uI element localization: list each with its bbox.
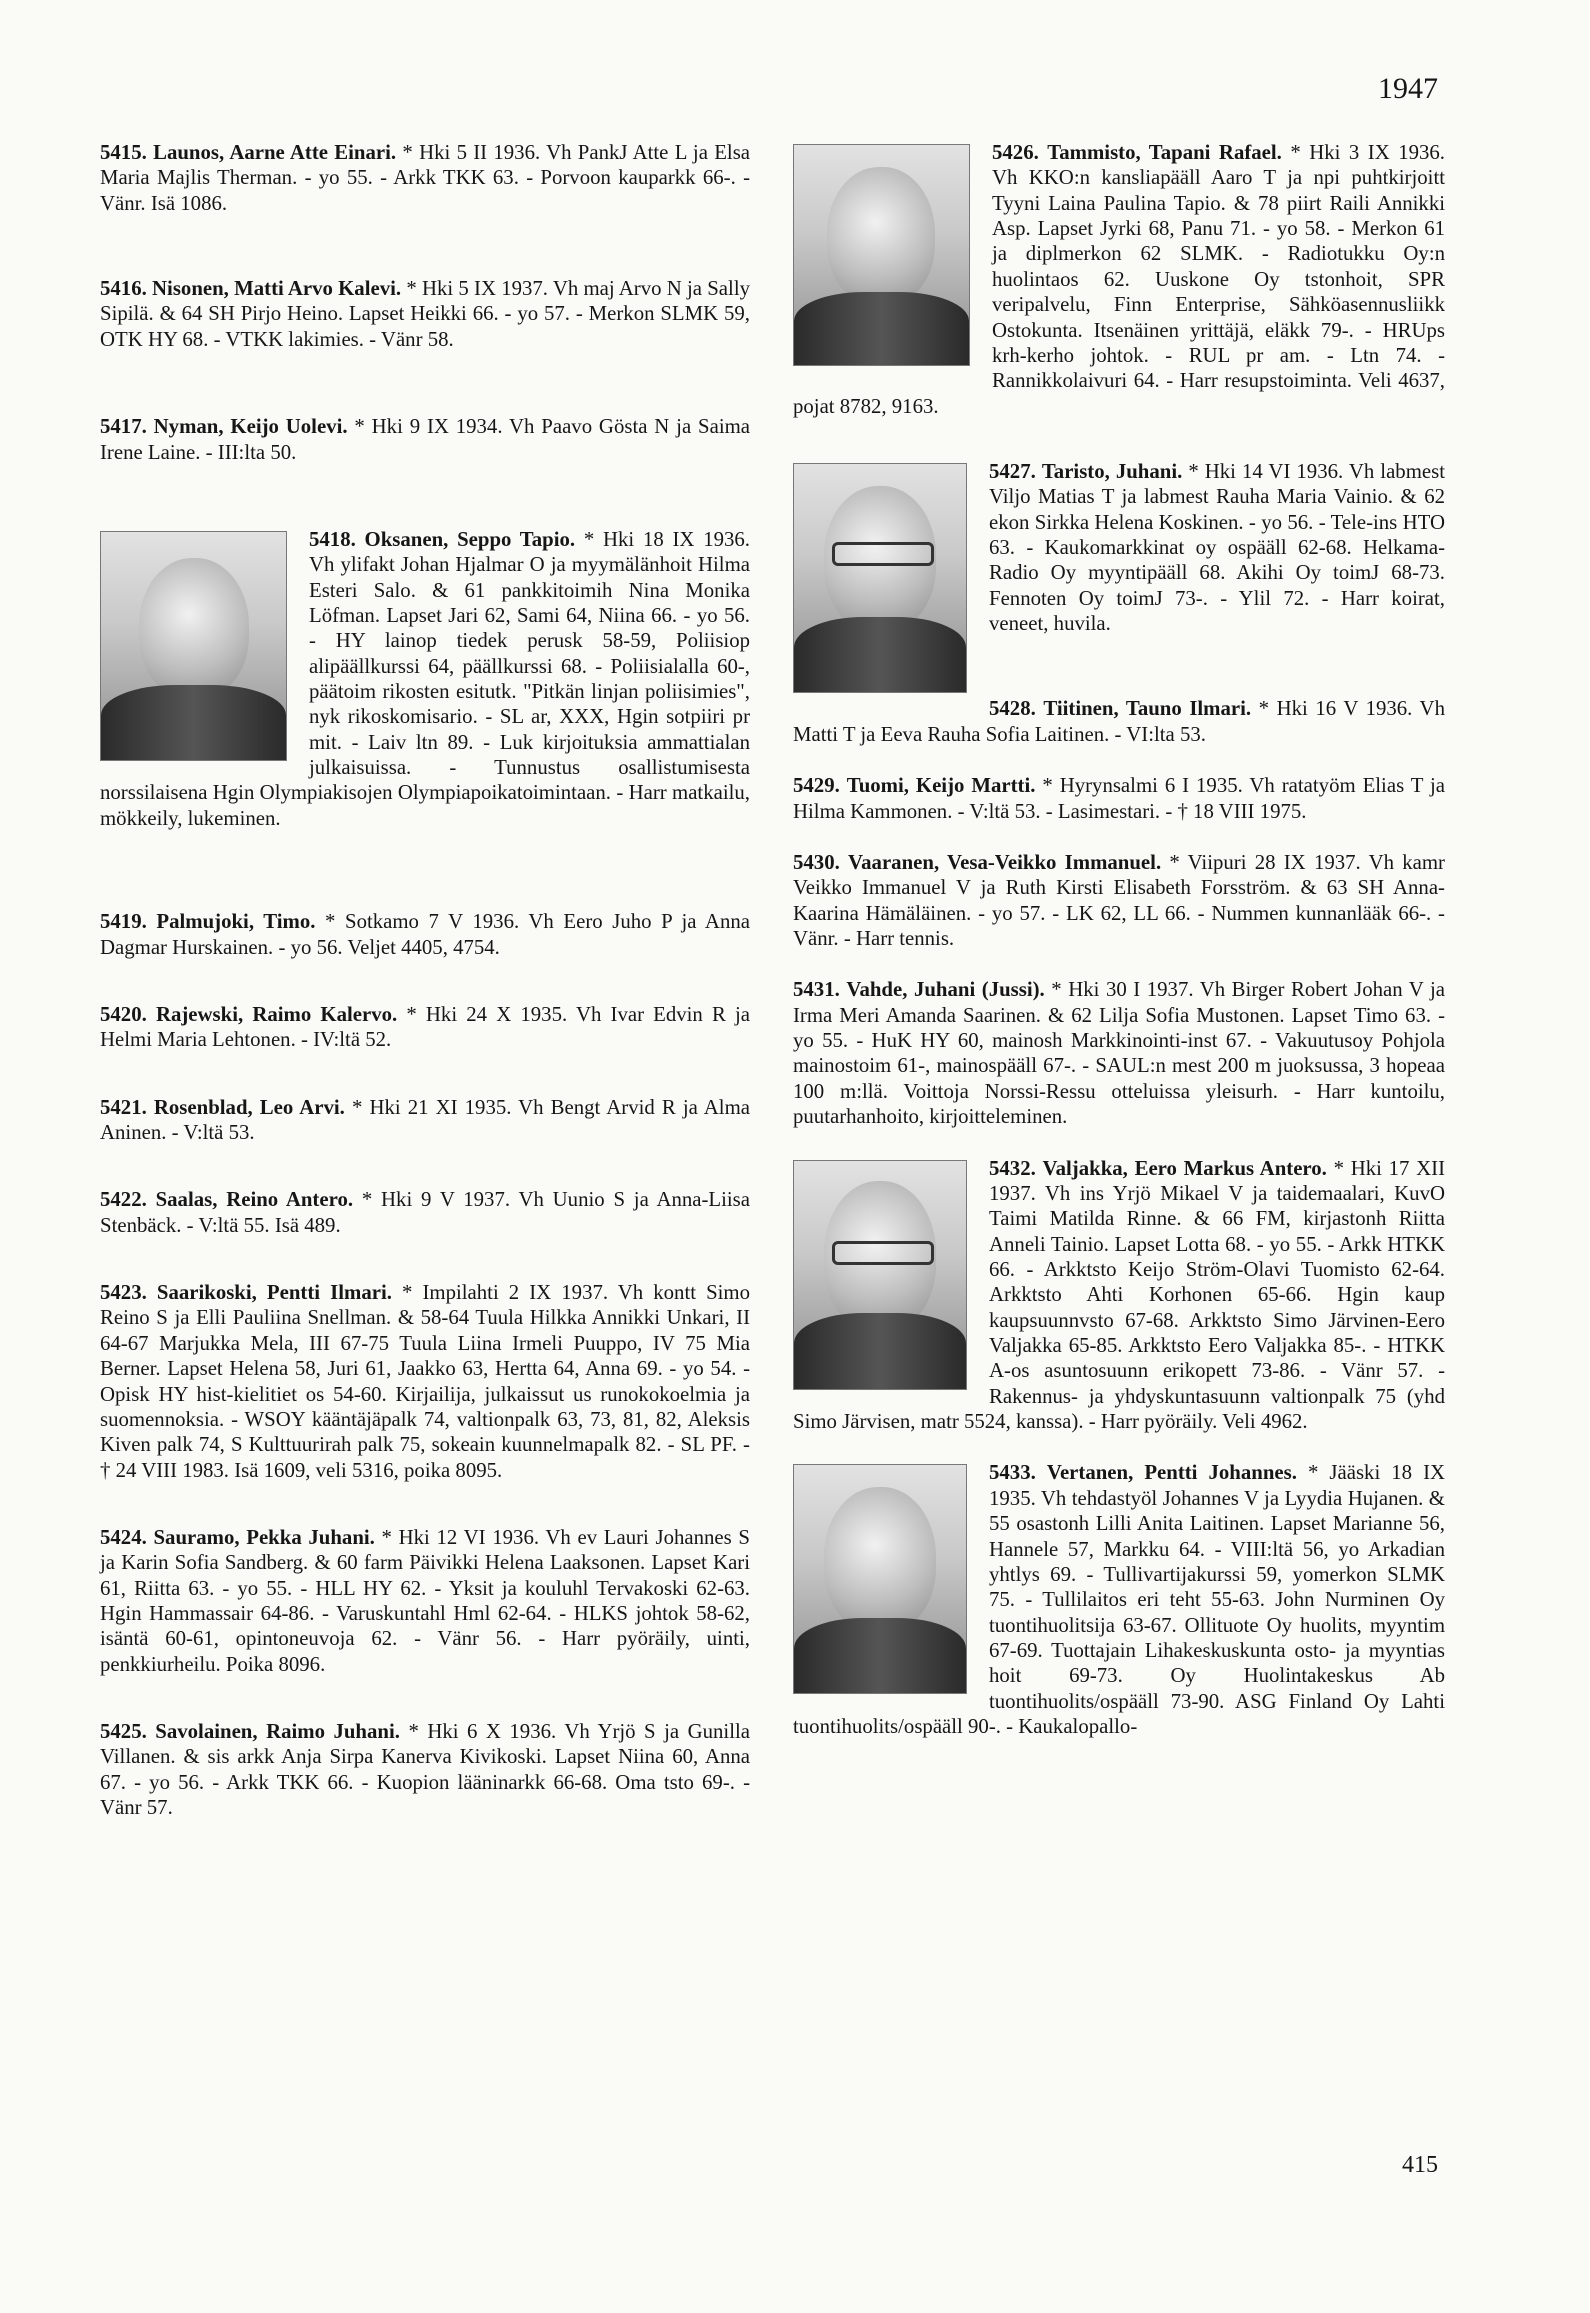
entry-5425: 5425. Savolainen, Raimo Juhani. * Hki 6 X 1936. Vh Yrjö S ja Gunilla Villanen. & sis arkk Anja Sirpa Kanerva Kivikoski. Lapset Niina 60, Anna 67. - yo 56. - Arkk TKK 66. - Kuopion lääninarkk 66-68. Oma tsto 69-. - Vänr 57.: [100, 1720, 750, 1820]
entry-5420: 5420. Rajewski, Raimo Kalervo. * Hki 24 X 1935. Vh Ivar Edvin R ja Helmi Maria Lehtonen. - IV:ltä 52.: [100, 1002, 750, 1052]
entry-5430: 5430. Vaaranen, Vesa-Veikko Immanuel. * Viipuri 28 IX 1937. Vh kamr Veikko Immanuel V ja Ruth Kirsti Elisabeth Forsström. & 63 SH Anna-Kaarina Hämäläinen. - yo 57. - LK 62, LL 66. - Nummen kunnanlääk 66-. - Vänr. - Harr tennis.: [793, 850, 1445, 950]
entry-5416: 5416. Nisonen, Matti Arvo Kalevi. * Hki 5 IX 1937. Vh maj Arvo N ja Sally Sipilä. & 64 SH Pirjo Heino. Lapset Heikki 66. - yo 57. - Merkon SLMK 59, OTK HY 68. - VTKK lakimies. - Vänr 58.: [100, 277, 750, 351]
entry-5421: 5421. Rosenblad, Leo Arvi. * Hki 21 XI 1935. Vh Bengt Arvid R ja Alma Aninen. - V:ltä 53.: [100, 1095, 750, 1144]
entry-5428: 5428. Tiitinen, Tauno Ilmari. * Hki 16 V 1936. Vh Matti T ja Eeva Rauha Sofia Laitinen. - VI:lta 53.: [793, 697, 1445, 746]
portrait-vertanen: [793, 1464, 967, 1694]
right-column: [793, 140, 1445, 1739]
portrait-oksanen: [100, 531, 287, 761]
entry-5433: 5433. Vertanen, Pentti Johannes. * Jääski 18 IX 1935. Vh tehdastyöl Johannes V ja Lyydia Hujanen. & 55 osastonh Lilli Anita Laitinen. Lapset Marianne 56, Hannele 57, Markku 64. - VIII:ltä 56, yo Arkadian yhtlys 69. - Tullivartijakurssi 59, yomerkon SLMK 75. - Tullilaitos eri teht 55-63. John Nurminen Oy tuontihuolitsija 63-67. Ollituote Oy huolits, myyntim 67-69. Tuottajain Lihakeskuskunta osto- ja myyntias hoit 69-73. Oy Huolintakeskus Ab tuontihuolits/ospääll 73-90. ASG Finland Oy Lahti tuontihuolits/ospääll 90-. - Kaukalopallo-: [793, 1461, 1446, 1739]
entry-5419: 5419. Palmujoki, Timo. * Sotkamo 7 V 1936. Vh Eero Juho P ja Anna Dagmar Hurskainen. - yo 56. Veljet 4405, 4754.: [100, 910, 750, 959]
entry-5418: 5418. Oksanen, Seppo Tapio. * Hki 18 IX 1936. Vh ylifakt Johan Hjalmar O ja myymälänhoit Hilma Esteri Salo. & 61 pankkitoimih Nina Monika Löfman. Lapset Jari 62, Sami 64, Niina 66. - yo 56. - HY lainop tiedek perusk 58-59, Poliisiop alipäällkurssi 64, päällkurssi 68. - Poliisialalla 60-, päätoim rikosten esitutk. "Pitkän linjan poliisimies", nyk rikoskomisario. - SL ar, XXX, Hgin sotpiiri pr mit. - Laiv ltn 89. - Luk kirjoituksia ammattialan julkaisuissa. - Tunnustus osallistumisesta norssilaisena Hgin Olympiakisojen Olympiapoikatoimintaan. - Harr matkailu, mökkeily, lukeminen.: [100, 527, 750, 830]
entry-5431: 5431. Vahde, Juhani (Jussi). * Hki 30 I 1937. Vh Birger Robert Johan V ja Irma Meri Amanda Saarinen. & 62 Lilja Sofia Mustonen. Lapset Timo 63. - yo 55. - HuK HY 60, mainosh Markkinointi-inst 67. - Vakuutusoy Pohjola mainostoim 61-, mainospääll 67-. - SAUL:n mest 200 m juoksussa, 3 hopeaa 100 m:llä. Voittoja Norssi-Ressu otteluissa yleisurh. - Harr kuntoilu, puutarhanhoito, kirjoitteleminen.: [793, 978, 1445, 1129]
page-number: 415: [1402, 2152, 1438, 2178]
entry-5429: 5429. Tuomi, Keijo Martti. * Hyrynsalmi 6 I 1935. Vh ratatyöm Elias T ja Hilma Kammonen. - V:ltä 53. - Lasimestari. - † 18 VIII 1975.: [793, 774, 1445, 823]
entry-5427: 5427. Taristo, Juhani. * Hki 14 VI 1936. Vh labmest Viljo Matias T ja labmest Rauha Maria Vainio. & 62 ekon Sirkka Helena Koskinen. - yo 56. - Tele-ins HTO 63. - Kaukomarkkinat oy ospääll 62-68. Helkama-Radio Oy myyntipääll 68. Akihi Oy toimJ 68-73. Fennoten Oy toimJ 73-. - Ylil 72. - Harr koirat, veneet, huvila.: [793, 459, 1445, 637]
portrait-taristo: [793, 463, 967, 693]
year-header: 1947: [1378, 72, 1438, 105]
portrait-tammisto: [793, 144, 970, 366]
entry-5415: 5415. Launos, Aarne Atte Einari. * Hki 5 II 1936. Vh PankJ Atte L ja Elsa Maria Majlis Therman. - yo 55. - Arkk TKK 63. - Porvoon kauparkk 66-. - Vänr. Isä 1086.: [100, 141, 751, 215]
entry-5423: 5423. Saarikoski, Pentti Ilmari. * Impilahti 2 IX 1937. Vh kontt Simo Reino S ja Elli Pauliina Snellman. & 58-64 Tuula Hilkka Annikki Unkari, II 64-67 Marjukka Mela, III 67-75 Tuula Liina Irmeli Puuppo, IV 75 Mia Berner. Lapset Helena 58, Juri 61, Jaakko 63, Hertta 64, Anna 69. - yo 54. - Opisk HY hist-kielitiet os 54-60. Kirjailija, julkaissut us runokokoelmia ja suomennoksia. - WSOY kääntäjäpalk 74, valtionpalk 63, 73, 81, 82, Aleksis Kiven palk 74, S Kulttuurirah palk 75, sokeain kuunnelmapalk 82. - SL PF. - † 24 VIII 1983. Isä 1609, veli 5316, poika 8095.: [100, 1281, 750, 1482]
entry-5422: 5422. Saalas, Reino Antero. * Hki 9 V 1937. Vh Uunio S ja Anna-Liisa Stenbäck. - V:ltä 55. Isä 489.: [100, 1188, 750, 1237]
entry-5432: 5432. Valjakka, Eero Markus Antero. * Hki 17 XII 1937. Vh ins Yrjö Mikael V ja taidemaalari, KuvO Taimi Matilda Rinne. & 66 FM, kirjastonh Riitta Anneli Tainio. Lapset Lotta 68. - yo 55. - Arkk HTKK 66. - Arkktsto Keijo Ström-Olavi Tuomisto 62-64. Arkktsto Ahti Korhonen 65-66. Hgin kaup kaupsuunnvsto 67-68. Arkktsto Simo Järvinen-Eero Valjakka 65-85. Arkktsto Eero Valjakka 85-. - HTKK A-os asuntosuunn erikopett 73-86. - Vänr 57. - Rakennus- ja yhdyskuntasuunn valtionpalk 75 (yhd Simo Järvisen, matr 5524, kanssa). - Harr pyöräily. Veli 4962.: [793, 1156, 1446, 1434]
entry-5417: 5417. Nyman, Keijo Uolevi. * Hki 9 IX 1934. Vh Paavo Gösta N ja Saima Irene Laine. - III:lta 50.: [100, 415, 751, 464]
portrait-valjakka: [793, 1160, 967, 1390]
left-column: [100, 140, 750, 1821]
entry-5424: 5424. Sauramo, Pekka Juhani. * Hki 12 VI 1936. Vh ev Lauri Johannes S ja Karin Sofia Sandberg. & 60 farm Päivikki Helena Laaksonen. Lapset Kari 61, Riitta 63. - yo 55. - HLL HY 62. - Yksit ja kouluhl Tervakoski 62-63. Hgin Hammassair 64-86. - Varuskuntahl Hml 62-64. - HLKS johtok 58-62, isäntä 60-61, opintoneuvoja 62. - Vänr 56. - Harr pyöräily, uinti, penkkiurheilu. Poika 8096.: [100, 1525, 750, 1676]
entry-5426: 5426. Tammisto, Tapani Rafael. * Hki 3 IX 1936. Vh KKO:n kansliapääll Aaro T ja npi puhtkirjoitt Tyyni Laina Paulina Tapio. & 78 piirt Raili Annikki Asp. Lapset Jyrki 68, Panu 71. - yo 58. - Merkon 61 ja diplmerkon 62 SLMK. - Radiotukku Oy:n huolintaos 62. Uuskone Oy tstonhoit, SPR veripalvelu, Finn Enterprise, Sähköasennusliikk Ostokunta. Itsenäinen yrittäjä, eläkk 79-. - HRUps krh-kerho johtok. - RUL pr am. - Ltn 74. - Rannikkolaivuri 64. - Harr resupstoiminta. Veli 4637, pojat 8782, 9163.: [793, 141, 1446, 418]
